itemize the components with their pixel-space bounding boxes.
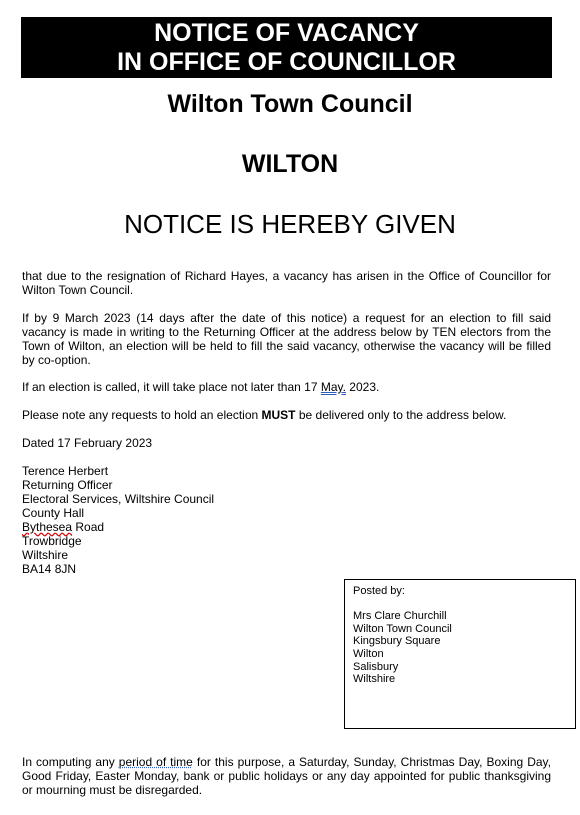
posted-by-label: Posted by: (353, 585, 405, 597)
officer-building: County Hall (22, 506, 85, 520)
banner-line-1: NOTICE OF VACANCY (154, 19, 419, 47)
poster-name: Mrs Clare Churchill (353, 610, 447, 623)
must-text-post: be delivered only to the address below. (295, 408, 507, 422)
officer-name: Terence Herbert (22, 464, 109, 478)
election-request-paragraph: If by 9 March 2023 (14 days after the date of this notice) a request for an election to fill said vacancy is made in writing to the Returning Officer at the address below by TEN electors from the Town of Wilton, an election will be held to fill the said vacancy, otherwise the vacancy will be filled by co-option. (22, 311, 551, 367)
must-text-pre: Please note any requests to hold an election (22, 408, 262, 422)
returning-officer-address (22, 464, 214, 576)
must-deliver-paragraph (22, 408, 551, 422)
officer-street-suffix: Road (72, 520, 105, 534)
council-name: Wilton Town Council (167, 90, 413, 118)
officer-department: Electoral Services, Wiltshire Council (22, 492, 215, 506)
election-month: May. (320, 380, 346, 394)
must-emphasis: MUST (261, 408, 296, 422)
period-of-time-paragraph (22, 755, 551, 797)
poster-county: Wiltshire (353, 673, 396, 686)
officer-street (22, 520, 214, 534)
banner-line-2: IN OFFICE OF COUNCILLOR (117, 48, 456, 76)
poster-organisation: Wilton Town Council (353, 622, 452, 635)
dated-line: Dated 17 February 2023 (22, 436, 153, 450)
notice-banner (21, 17, 552, 78)
posted-by-box (344, 579, 576, 729)
poster-street: Kingsbury Square (353, 635, 441, 648)
notice-heading: NOTICE IS HEREBY GIVEN (124, 209, 456, 239)
footer-text-post: for this purpose, a Saturday, Sunday, Christmas Day, Boxing Day, Good Friday, Easter Monday, bank or public holidays or any day appointed for public thanksgiving or mourning must be disregarded. (22, 755, 551, 797)
officer-title: Returning Officer (22, 478, 113, 492)
poster-city: Salisbury (353, 660, 399, 673)
election-date-text: If an election is called, it will take place not later than 17 (22, 380, 321, 394)
officer-postcode: BA14 8JN (22, 562, 77, 576)
resignation-paragraph: that due to the resignation of Richard Hayes, a vacancy has arisen in the Office of Councillor for Wilton Town Council. (22, 269, 551, 297)
officer-street-name: Bythesea (22, 520, 73, 534)
footer-text-pre: In computing any (22, 755, 119, 769)
election-year: 2023. (345, 380, 380, 394)
period-of-time-phrase: period of time (118, 755, 193, 769)
officer-town: Trowbridge (22, 534, 82, 548)
election-date-paragraph (22, 380, 551, 394)
poster-town: Wilton (353, 647, 384, 660)
town-heading: WILTON (241, 150, 339, 178)
officer-county: Wiltshire (22, 548, 69, 562)
